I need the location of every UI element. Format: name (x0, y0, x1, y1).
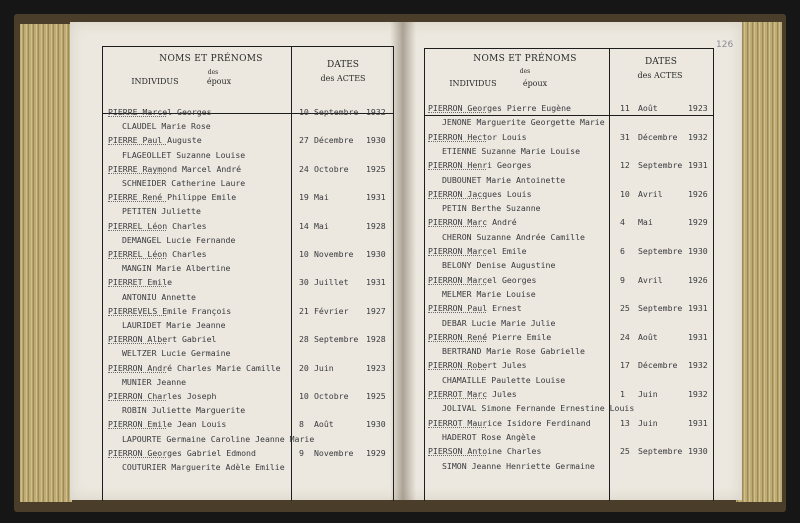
surname-strike-line (108, 116, 166, 117)
entry-year: 1931 (366, 277, 386, 288)
entry-month: Mai (314, 192, 329, 203)
entry-day: 31 (620, 131, 630, 142)
header-noms-prenoms: NOMS ET PRÉNOMS (159, 54, 263, 64)
entry-spouse: DUBOUNET Marie Antoinette (442, 174, 566, 185)
spouse-row (70, 460, 400, 474)
surname-strike-line (428, 169, 486, 170)
entry-name: PIERSON Antoine Charles (428, 446, 542, 457)
entry-name: PIERRON Charles Joseph (108, 391, 217, 401)
spouse-row (402, 401, 740, 415)
entry-month: Septembre (638, 446, 683, 457)
surname-strike-line (428, 341, 486, 342)
entry-year: 1926 (688, 188, 708, 199)
entry-year: 1929 (688, 217, 708, 228)
entry-month: Septembre (638, 246, 683, 256)
entry-name: PIERREVELS Emile François (108, 305, 232, 316)
entry-name: PIERRON André Charles Marie Camille (108, 362, 281, 373)
entry-month: Septembre (314, 107, 359, 117)
entry-year: 1932 (688, 389, 708, 399)
entry-day: 4 (620, 217, 625, 228)
entry-month: Août (314, 419, 334, 430)
spouse-row (70, 204, 400, 218)
entry-day: 6 (620, 246, 625, 256)
entry-month: Décembre (638, 360, 678, 371)
header-des: des (519, 68, 531, 75)
entry-spouse: CLAUDEL Marie Rose (122, 121, 211, 132)
entry-day: 10 (299, 249, 309, 259)
entry-year: 1932 (366, 107, 386, 117)
spouse-row (70, 148, 400, 162)
entry-name: PIERRON Marc André (428, 217, 517, 228)
entry-year: 1927 (366, 305, 386, 316)
entry-month: Septembre (638, 303, 683, 314)
entry-day: 19 (299, 192, 309, 203)
entry-month: Décembre (314, 135, 354, 146)
entry-name: PIERRON Paul Ernest (428, 303, 522, 314)
spouse-row (402, 373, 740, 387)
entry-month: Novembre (314, 249, 354, 259)
entry-day: 25 (620, 446, 630, 457)
surname-strike-line (108, 173, 166, 174)
spouse-row (402, 344, 740, 358)
entry-year: 1930 (366, 249, 386, 259)
surname-strike-line (108, 230, 166, 231)
entry-day: 9 (620, 274, 625, 285)
entry-month: Octobre (314, 391, 349, 401)
entry-name: PIERRE Marcel Georges (108, 107, 212, 117)
entry-name: PIERRE Paul Auguste (108, 135, 202, 146)
surname-strike-line (108, 457, 166, 458)
entry-month: Avril (638, 274, 663, 285)
entry-name: PIERROT Marc Jules (428, 389, 517, 399)
spouse-row (70, 318, 400, 332)
book-gutter (390, 22, 416, 500)
surname-strike-line (428, 369, 486, 370)
right-page (402, 22, 742, 500)
entry-day: 25 (620, 303, 630, 314)
entry-name: PIERRON Hector Louis (428, 131, 527, 142)
header-des: des (207, 69, 219, 76)
header-epoux: époux (206, 77, 232, 86)
surname-strike-line (428, 398, 486, 399)
surname-strike-line (108, 258, 166, 259)
entry-name: PIERRON Marcel Georges (428, 274, 537, 285)
spouse-row (70, 261, 400, 275)
surname-strike-line (428, 427, 486, 428)
entry-spouse: LAPOURTE Germaine Caroline Jeanne Marie (122, 433, 315, 444)
entry-spouse: BELONY Denise Augustine (442, 260, 556, 271)
entry-year: 1928 (366, 220, 386, 231)
entry-year: 1931 (688, 331, 708, 342)
surname-strike-line (108, 400, 166, 401)
entry-spouse: DEMANGEL Lucie Fernande (122, 234, 236, 245)
entry-spouse: FLAGEOLLET Suzanne Louise (122, 149, 246, 160)
spouse-row (70, 119, 400, 133)
surname-strike-line (428, 284, 486, 285)
entry-day: 12 (620, 160, 630, 171)
entry-name: PIERREL Léon Charles (108, 249, 207, 259)
entry-month: Octobre (314, 163, 349, 174)
entry-name: PIERRET Emile (108, 277, 173, 288)
entry-year: 1926 (688, 274, 708, 285)
entry-year: 1923 (366, 362, 386, 373)
entry-month: Septembre (314, 334, 359, 345)
entry-name: PIERRON Albert Gabriel (108, 334, 217, 345)
entry-month: Juillet (314, 277, 349, 288)
entry-spouse: ETIENNE Suzanne Marie Louise (442, 145, 581, 156)
entry-spouse: COUTURIER Marguerite Adèle Emilie (122, 462, 285, 472)
entry-name: PIERRON Robert Jules (428, 360, 527, 371)
entry-year: 1930 (688, 446, 708, 457)
header-des-actes: des ACTES (637, 71, 683, 80)
entry-year: 1931 (366, 192, 386, 203)
entry-month: Mai (314, 220, 329, 231)
surname-strike-line (108, 428, 166, 429)
header-des-actes: des ACTES (320, 74, 366, 83)
entry-year: 1931 (688, 417, 708, 428)
surname-strike-line (108, 343, 166, 344)
surname-strike-line (108, 201, 166, 202)
entry-day: 24 (299, 163, 309, 174)
surname-strike-line (428, 112, 486, 113)
entry-month: Juin (638, 417, 658, 428)
entry-year: 1923 (688, 103, 708, 113)
surname-strike-line (428, 226, 486, 227)
entry-name: PIERRON René Pierre Emile (428, 331, 552, 342)
entry-spouse: PETIN Berthe Suzanne (442, 203, 541, 214)
spouse-row (402, 316, 740, 330)
entry-spouse: JENONE Marguerite Georgette Marie (442, 117, 605, 128)
entry-year: 1930 (366, 135, 386, 146)
entry-day: 13 (620, 417, 630, 428)
entry-year: 1928 (366, 334, 386, 345)
entry-year: 1931 (688, 303, 708, 314)
entry-spouse: PETITEN Juliette (122, 206, 201, 217)
spouse-row (70, 403, 400, 417)
header-noms-prenoms: NOMS ET PRÉNOMS (473, 54, 577, 64)
entry-spouse: ANTONIU Annette (122, 291, 196, 302)
entry-month: Septembre (638, 160, 683, 171)
entry-day: 21 (299, 305, 309, 316)
entry-name: PIERRON Georges Gabriel Edmond (108, 447, 256, 458)
spouse-row (70, 432, 400, 446)
entry-month: Juin (314, 362, 334, 373)
spouse-row (402, 258, 740, 272)
entry-name: PIERREL Léon Charles (108, 220, 207, 231)
header-dates: DATES (645, 57, 677, 67)
spouse-row (402, 115, 740, 129)
header-dates: DATES (327, 60, 359, 70)
entry-day: 14 (299, 220, 309, 231)
spouse-row (402, 287, 740, 301)
header-epoux: époux (522, 79, 548, 88)
spouse-row (70, 346, 400, 360)
entry-spouse: MUNIER Jeanne (122, 376, 187, 387)
entry-month: Juin (638, 389, 658, 399)
entry-day: 10 (620, 188, 630, 199)
spouse-row (402, 144, 740, 158)
entry-spouse: CHERON Suzanne Andrée Camille (442, 231, 585, 242)
entry-spouse: BERTRAND Marie Rose Gabrielle (442, 346, 585, 357)
header-individus: INDIVIDUS (131, 77, 179, 86)
entry-day: 1 (620, 389, 625, 399)
left-page-edges (20, 24, 72, 502)
entry-year: 1925 (366, 391, 386, 401)
entry-day: 9 (299, 447, 304, 458)
entry-year: 1931 (688, 160, 708, 171)
surname-strike-line (108, 286, 166, 287)
spouse-row (70, 176, 400, 190)
entry-day: 10 (299, 107, 309, 117)
entry-spouse: WELTZER Lucie Germaine (122, 348, 231, 359)
entry-day: 20 (299, 362, 309, 373)
entry-year: 1930 (688, 246, 708, 256)
entry-name: PIERRON Jacques Louis (428, 188, 532, 199)
entry-year: 1925 (366, 163, 386, 174)
spouse-row (70, 290, 400, 304)
surname-strike-line (428, 455, 486, 456)
entry-month: Août (638, 103, 658, 113)
entry-spouse: DEBAR Lucie Marie Julie (442, 317, 556, 328)
entry-day: 27 (299, 135, 309, 146)
entry-spouse: CHAMAILLE Paulette Louise (442, 374, 566, 385)
entry-spouse: JOLIVAL Simone Fernande Ernestine Louis (442, 403, 635, 414)
left-page (70, 22, 404, 500)
entry-day: 11 (620, 103, 630, 113)
entry-spouse: HADEROT Rose Angèle (442, 431, 536, 442)
entry-month: Avril (638, 188, 663, 199)
spouse-row (70, 375, 400, 389)
entry-year: 1929 (366, 447, 386, 458)
surname-strike-line (108, 315, 166, 316)
surname-strike-line (428, 255, 486, 256)
surname-strike-line (428, 198, 486, 199)
surname-strike-line (108, 144, 166, 145)
right-page-edges (736, 22, 782, 502)
surname-strike-line (428, 312, 486, 313)
entry-day: 24 (620, 331, 630, 342)
entry-day: 8 (299, 419, 304, 430)
entry-year: 1932 (688, 131, 708, 142)
header-individus: INDIVIDUS (449, 79, 497, 88)
entry-name: PIERRE René Philippe Emile (108, 192, 237, 203)
entry-day: 10 (299, 391, 309, 401)
entry-spouse: LAURIDET Marie Jeanne (122, 320, 226, 330)
entry-spouse: ROBIN Juliette Marguerite (122, 405, 246, 416)
spouse-row (402, 173, 740, 187)
spouse-row (70, 233, 400, 247)
entry-spouse: SIMON Jeanne Henriette Germaine (442, 460, 595, 471)
surname-strike-line (108, 372, 166, 373)
entry-month: Décembre (638, 131, 678, 142)
entry-name: PIERRON Marcel Emile (428, 246, 527, 256)
surname-strike-line (428, 141, 486, 142)
entry-day: 17 (620, 360, 630, 371)
entry-name: PIERRON Henri Georges (428, 160, 532, 171)
entry-spouse: MELMER Marie Louise (442, 288, 536, 299)
entry-day: 28 (299, 334, 309, 345)
entry-name: PIERROT Maurice Isidore Ferdinand (428, 417, 591, 428)
margin-note: 126 (716, 40, 734, 50)
entry-month: Août (638, 331, 658, 342)
entry-year: 1932 (688, 360, 708, 371)
spouse-row (402, 430, 740, 444)
entry-spouse: SCHNEIDER Catherine Laure (122, 178, 246, 188)
entry-month: Mai (638, 217, 653, 228)
entry-month: Novembre (314, 447, 354, 458)
entry-month: Février (314, 305, 349, 316)
entry-day: 30 (299, 277, 309, 288)
spouse-row (402, 459, 740, 473)
spouse-row (402, 230, 740, 244)
entry-year: 1930 (366, 419, 386, 430)
entry-name: PIERRE Raymond Marcel André (108, 163, 242, 174)
entry-name: PIERRON Georges Pierre Eugène (428, 103, 571, 113)
entry-name: PIERRON Emile Jean Louis (108, 419, 227, 430)
entry-spouse: MANGIN Marie Albertine (122, 263, 231, 274)
spouse-row (402, 201, 740, 215)
